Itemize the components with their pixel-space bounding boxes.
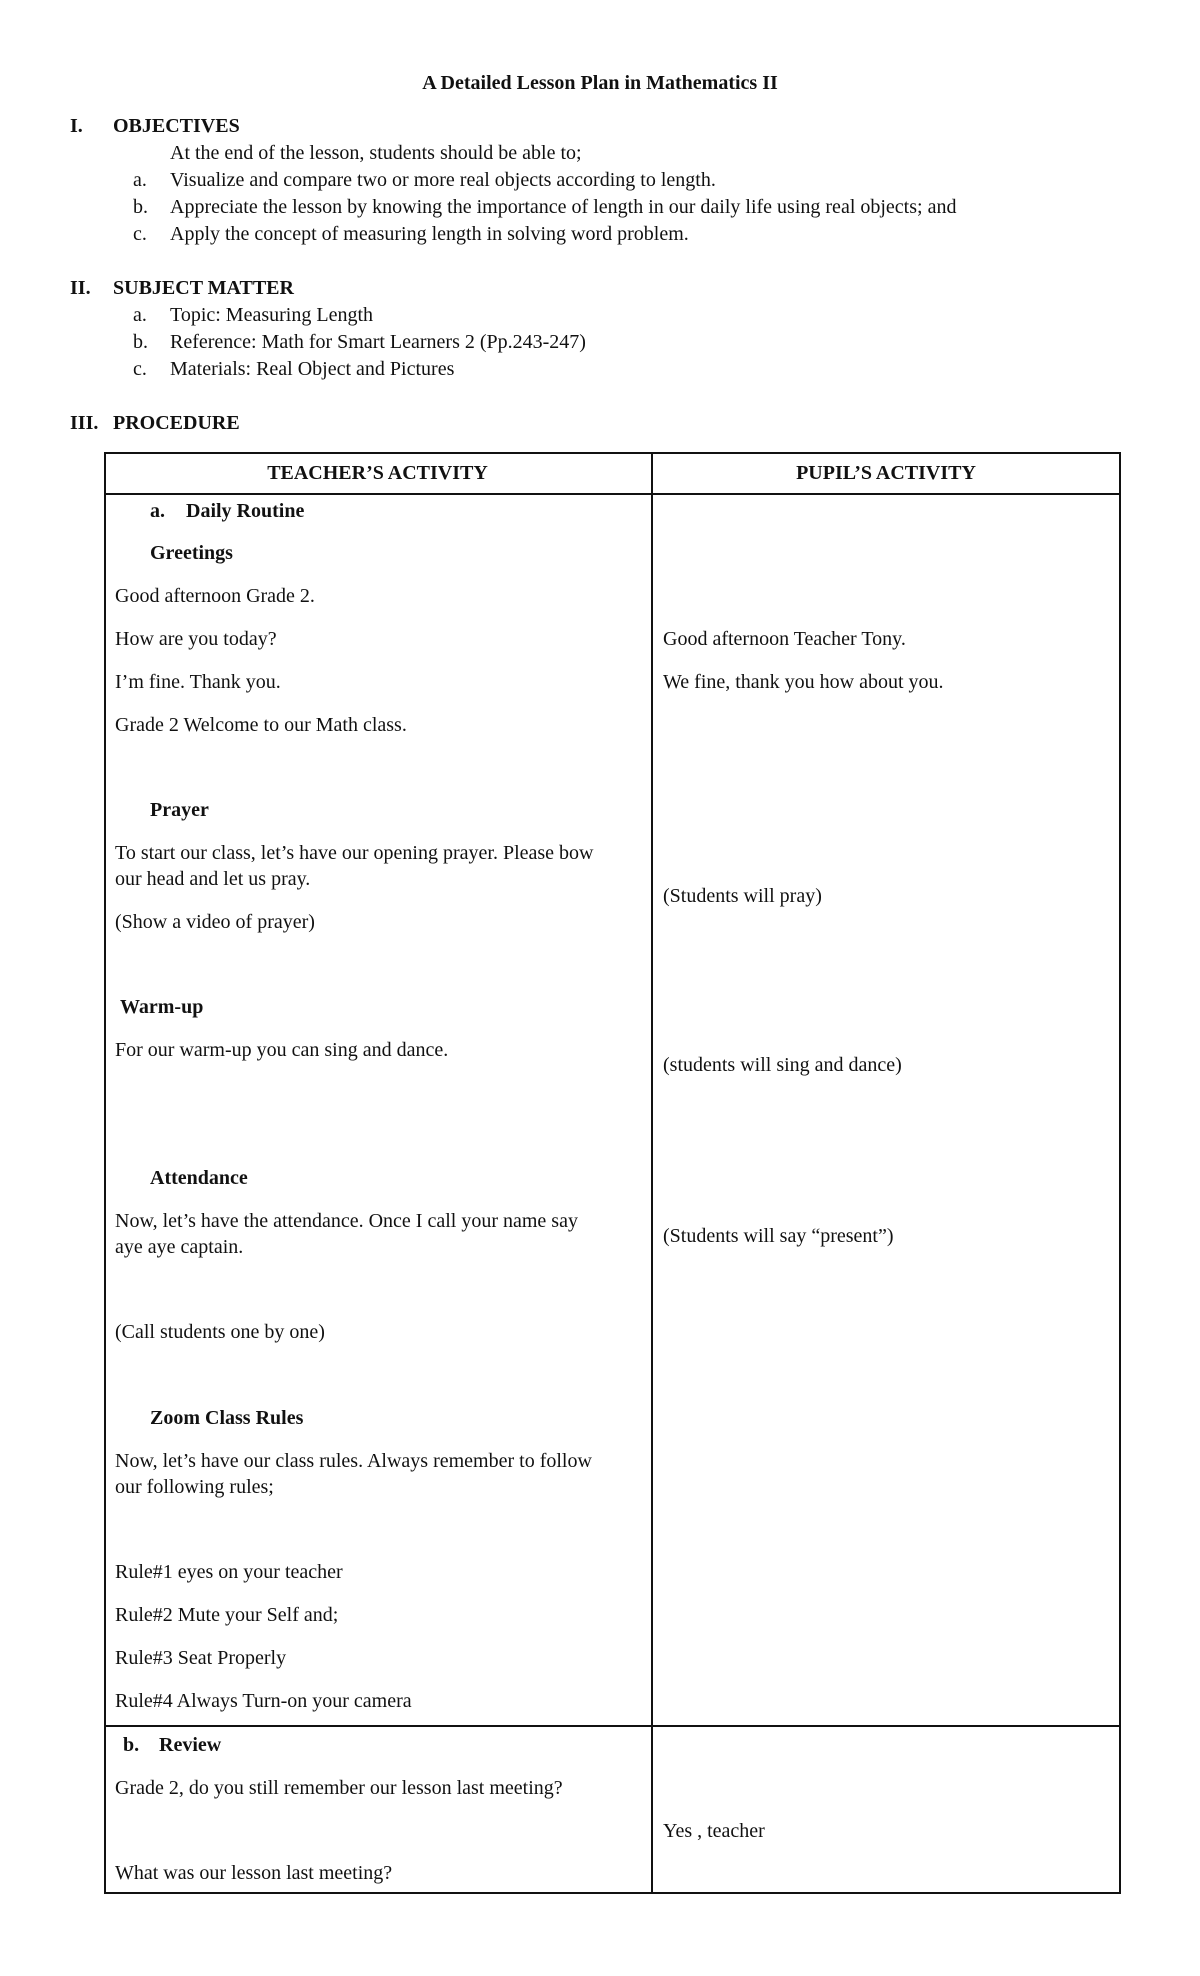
greeting-line-3: I’m fine. Thank you. bbox=[115, 671, 281, 693]
warmup-heading: Warm-up bbox=[120, 996, 204, 1018]
objectives-numeral: I. bbox=[70, 115, 83, 137]
attendance-line-1b: aye aye captain. bbox=[115, 1236, 244, 1258]
prayer-line-2: (Show a video of prayer) bbox=[115, 911, 315, 933]
greeting-line-4: Grade 2 Welcome to our Math class. bbox=[115, 714, 407, 736]
rules-intro-line-2: our following rules; bbox=[115, 1476, 274, 1498]
pupil-prayer: (Students will pray) bbox=[663, 885, 822, 907]
subject-reference: Reference: Math for Smart Learners 2 (Pp.243-247) bbox=[170, 331, 586, 353]
review-line-2: What was our lesson last meeting? bbox=[115, 1862, 393, 1884]
subject-b-letter: b. bbox=[133, 331, 148, 353]
objectives-heading: OBJECTIVES bbox=[113, 115, 240, 137]
review-heading: Review bbox=[159, 1734, 222, 1756]
subject-topic: Topic: Measuring Length bbox=[170, 304, 373, 326]
table-header-divider bbox=[104, 493, 1121, 495]
attendance-line-2: (Call students one by one) bbox=[115, 1321, 325, 1343]
daily-routine-letter: a. bbox=[150, 500, 165, 522]
review-letter: b. bbox=[123, 1734, 140, 1756]
table-right-border bbox=[1119, 452, 1121, 1894]
subject-c-letter: c. bbox=[133, 358, 147, 380]
table-left-border bbox=[104, 452, 106, 1894]
pupil-warmup: (students will sing and dance) bbox=[663, 1054, 902, 1076]
rules-intro-line-1: Now, let’s have our class rules. Always remember to follow bbox=[115, 1450, 592, 1472]
teacher-activity-header: TEACHER’S ACTIVITY bbox=[267, 462, 488, 484]
greetings-heading: Greetings bbox=[150, 542, 233, 564]
subject-matter-numeral: II. bbox=[70, 277, 91, 299]
objective-b-letter: b. bbox=[133, 196, 148, 218]
review-line-1: Grade 2, do you still remember our lesson last meeting? bbox=[115, 1777, 563, 1799]
rule-2: Rule#2 Mute your Self and; bbox=[115, 1604, 339, 1626]
objective-c-letter: c. bbox=[133, 223, 147, 245]
greeting-line-2: How are you today? bbox=[115, 628, 277, 650]
prayer-line-1a: To start our class, let’s have our opening prayer. Please bow bbox=[115, 842, 594, 864]
rule-1: Rule#1 eyes on your teacher bbox=[115, 1561, 343, 1583]
rule-4: Rule#4 Always Turn-on your camera bbox=[115, 1690, 412, 1712]
prayer-heading: Prayer bbox=[150, 799, 209, 821]
pupil-greeting-line-2: We fine, thank you how about you. bbox=[663, 671, 944, 693]
attendance-heading: Attendance bbox=[150, 1167, 248, 1189]
subject-matter-heading: SUBJECT MATTER bbox=[113, 277, 294, 299]
attendance-line-1a: Now, let’s have the attendance. Once I call your name say bbox=[115, 1210, 578, 1232]
procedure-heading: PROCEDURE bbox=[113, 412, 240, 434]
objective-a-letter: a. bbox=[133, 169, 147, 191]
pupil-attendance: (Students will say “present”) bbox=[663, 1225, 894, 1247]
objective-b-text: Appreciate the lesson by knowing the importance of length in our daily life using real objects; and bbox=[170, 196, 957, 218]
table-top-border bbox=[104, 452, 1121, 454]
subject-materials: Materials: Real Object and Pictures bbox=[170, 358, 455, 380]
objective-c-text: Apply the concept of measuring length in solving word problem. bbox=[170, 223, 689, 245]
page-title: A Detailed Lesson Plan in Mathematics II bbox=[422, 72, 778, 94]
objective-a-text: Visualize and compare two or more real objects according to length. bbox=[170, 169, 716, 191]
prayer-line-1b: our head and let us pray. bbox=[115, 868, 311, 890]
table-row-divider bbox=[104, 1725, 1121, 1727]
pupil-activity-header: PUPIL’S ACTIVITY bbox=[796, 462, 976, 484]
warmup-line-1: For our warm-up you can sing and dance. bbox=[115, 1039, 449, 1061]
pupil-greeting-line-1: Good afternoon Teacher Tony. bbox=[663, 628, 906, 650]
subject-a-letter: a. bbox=[133, 304, 147, 326]
table-column-divider bbox=[651, 452, 653, 1894]
greeting-line-1: Good afternoon Grade 2. bbox=[115, 585, 315, 607]
daily-routine-heading: Daily Routine bbox=[186, 500, 305, 522]
table-bottom-border bbox=[104, 1892, 1121, 1894]
procedure-table bbox=[104, 452, 1121, 1894]
procedure-numeral: III. bbox=[70, 412, 99, 434]
zoom-rules-heading: Zoom Class Rules bbox=[150, 1407, 304, 1429]
pupil-review-line-1: Yes , teacher bbox=[663, 1820, 765, 1842]
objectives-intro: At the end of the lesson, students should be able to; bbox=[170, 142, 582, 164]
rule-3: Rule#3 Seat Properly bbox=[115, 1647, 287, 1669]
